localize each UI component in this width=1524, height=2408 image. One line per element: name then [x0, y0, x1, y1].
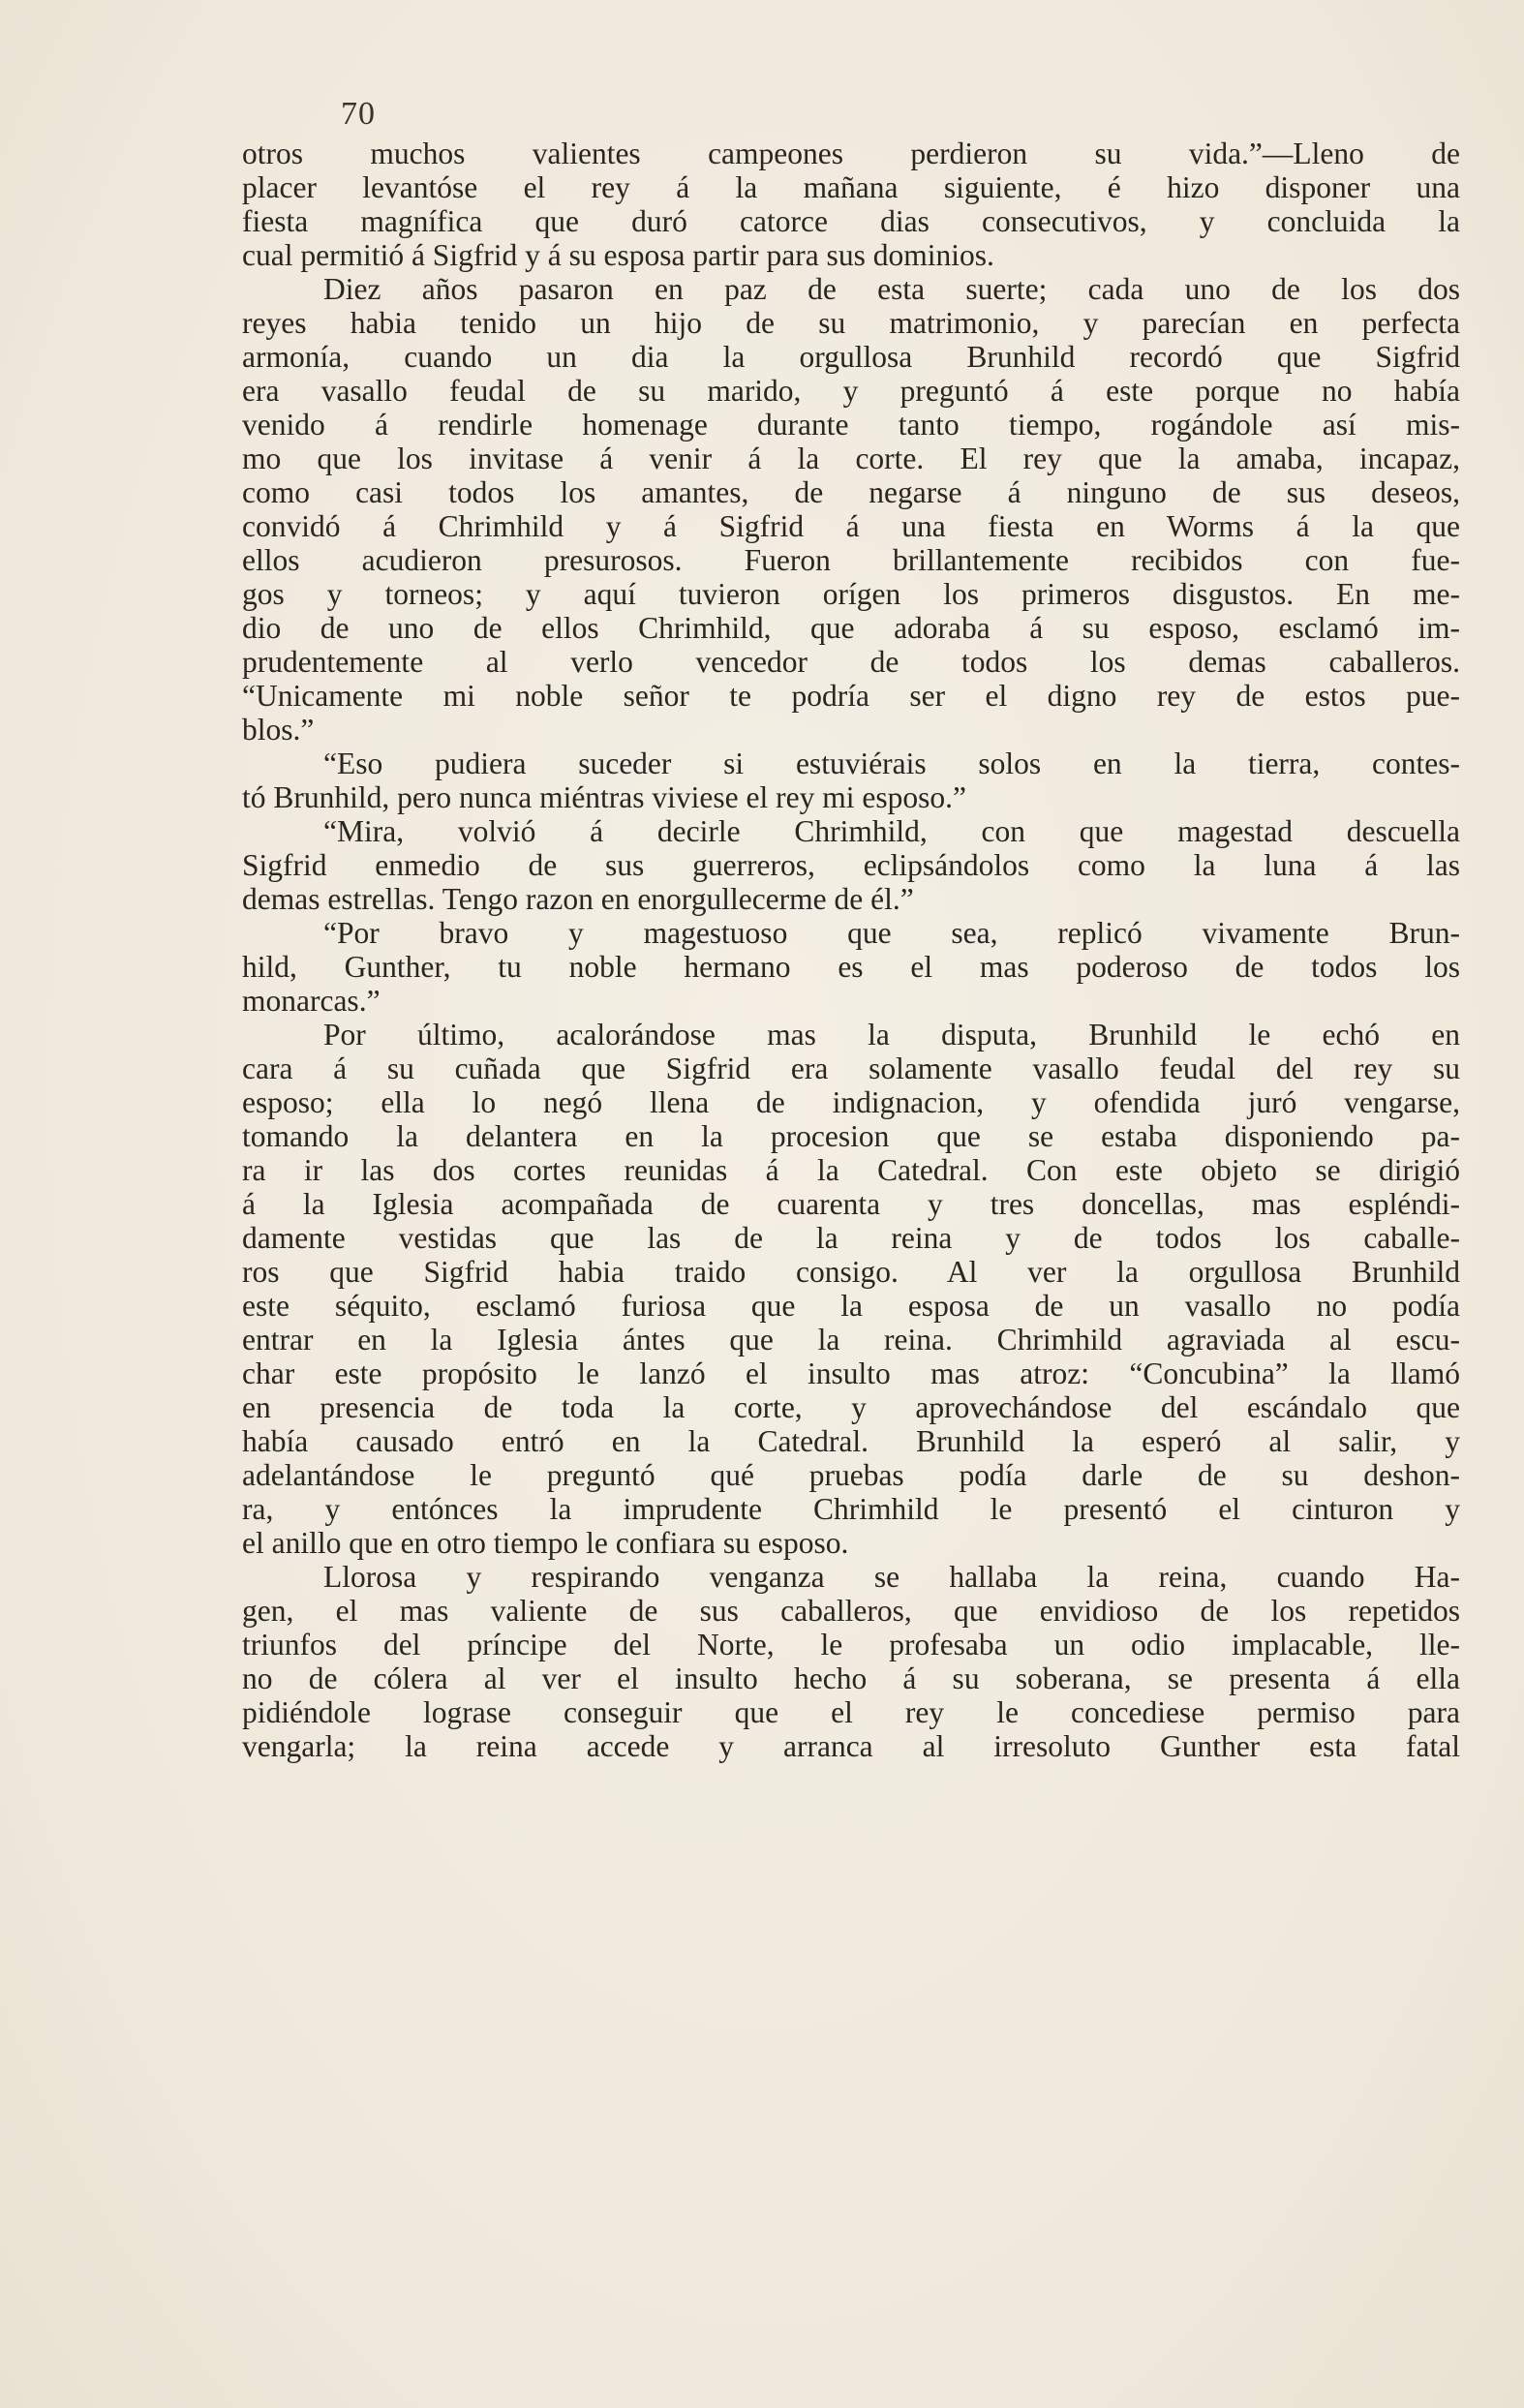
- text-line: monarcas.”: [242, 984, 381, 1018]
- text-line: hild, Gunther, tu noble hermano es el mas poderoso de todos los: [242, 950, 1460, 984]
- text-line: había causado entró en la Catedral. Brunhild la esperó al salir, y: [242, 1424, 1460, 1458]
- text-line: placer levantóse el rey á la mañana siguiente, é hizo disponer una: [242, 170, 1460, 204]
- text-line: en presencia de toda la corte, y aprovechándose del escándalo que: [242, 1390, 1460, 1424]
- text-line: Llorosa y respirando venganza se hallaba la reina, cuando Ha-: [323, 1560, 1460, 1594]
- text-line: gos y torneos; y aquí tuvieron orígen los primeros disgustos. En me-: [242, 577, 1460, 611]
- text-line: Por último, acalorándose mas la disputa, Brunhild le echó en: [323, 1018, 1460, 1052]
- text-line: adelantándose le preguntó qué pruebas podía darle de su deshon-: [242, 1458, 1460, 1492]
- text-line: como casi todos los amantes, de negarse á ninguno de sus deseos,: [242, 475, 1460, 509]
- text-line: no de cólera al ver el insulto hecho á su soberana, se presenta á ella: [242, 1661, 1460, 1695]
- text-line: “Por bravo y magestuoso que sea, replicó vivamente Brun-: [323, 916, 1460, 950]
- text-line: pidiéndole lograse conseguir que el rey le concediese permiso para: [242, 1695, 1460, 1729]
- text-line: damente vestidas que las de la reina y de todos los caballe-: [242, 1221, 1460, 1255]
- text-line: fiesta magnífica que duró catorce dias consecutivos, y concluida la: [242, 204, 1460, 238]
- text-line: “Eso pudiera suceder si estuviérais solos en la tierra, contes-: [323, 747, 1460, 780]
- text-line: armonía, cuando un dia la orgullosa Brunhild recordó que Sigfrid: [242, 340, 1460, 374]
- text-line: “Mira, volvió á decirle Chrimhild, con que magestad descuella: [323, 814, 1460, 848]
- text-line: ra, y entónces la imprudente Chrimhild le presentó el cinturon y: [242, 1492, 1460, 1526]
- text-line: vengarla; la reina accede y arranca al irresoluto Gunther esta fatal: [242, 1729, 1460, 1763]
- text-line: triunfos del príncipe del Norte, le profesaba un odio implacable, lle-: [242, 1628, 1460, 1661]
- text-line: “Unicamente mi noble señor te podría ser el digno rey de estos pue-: [242, 679, 1460, 713]
- text-line: gen, el mas valiente de sus caballeros, que envidioso de los repetidos: [242, 1594, 1460, 1628]
- text-line: reyes habia tenido un hijo de su matrimonio, y parecían en perfecta: [242, 306, 1460, 340]
- text-line: este séquito, esclamó furiosa que la esposa de un vasallo no podía: [242, 1289, 1460, 1323]
- text-line: blos.”: [242, 713, 315, 747]
- text-line: ros que Sigfrid habia traido consigo. Al ver la orgullosa Brunhild: [242, 1255, 1460, 1289]
- text-line: esposo; ella lo negó llena de indignacion, y ofendida juró vengarse,: [242, 1085, 1460, 1119]
- text-line: el anillo que en otro tiempo le confiara su esposo.: [242, 1526, 849, 1560]
- text-line: cual permitió á Sigfrid y á su esposa partir para sus dominios.: [242, 238, 994, 272]
- page-number: 70: [341, 96, 376, 132]
- text-line: Diez años pasaron en paz de esta suerte; cada uno de los dos: [323, 272, 1460, 306]
- text-line: prudentemente al verlo vencedor de todos los demas caballeros.: [242, 645, 1460, 679]
- body-text: [242, 137, 1460, 1763]
- text-line: mo que los invitase á venir á la corte. El rey que la amaba, incapaz,: [242, 442, 1460, 475]
- text-line: á la Iglesia acompañada de cuarenta y tres doncellas, mas espléndi-: [242, 1187, 1460, 1221]
- text-line: ra ir las dos cortes reunidas á la Catedral. Con este objeto se dirigió: [242, 1153, 1460, 1187]
- text-line: entrar en la Iglesia ántes que la reina. Chrimhild agraviada al escu-: [242, 1323, 1460, 1356]
- text-line: convidó á Chrimhild y á Sigfrid á una fiesta en Worms á la que: [242, 509, 1460, 543]
- text-line: ellos acudieron presurosos. Fueron brillantemente recibidos con fue-: [242, 543, 1460, 577]
- text-line: demas estrellas. Tengo razon en enorgullecerme de él.”: [242, 882, 914, 916]
- text-line: era vasallo feudal de su marido, y preguntó á este porque no había: [242, 374, 1460, 408]
- text-line: dio de uno de ellos Chrimhild, que adoraba á su esposo, esclamó im-: [242, 611, 1460, 645]
- text-line: cara á su cuñada que Sigfrid era solamente vasallo feudal del rey su: [242, 1052, 1460, 1085]
- text-line: otros muchos valientes campeones perdieron su vida.”—Lleno de: [242, 137, 1460, 170]
- text-line: tó Brunhild, pero nunca miéntras viviese el rey mi esposo.”: [242, 780, 966, 814]
- text-line: char este propósito le lanzó el insulto mas atroz: “Concubina” la llamó: [242, 1356, 1460, 1390]
- text-line: Sigfrid enmedio de sus guerreros, eclipsándolos como la luna á las: [242, 848, 1460, 882]
- text-line: venido á rendirle homenage durante tanto tiempo, rogándole así mis-: [242, 408, 1460, 442]
- text-line: tomando la delantera en la procesion que se estaba disponiendo pa-: [242, 1119, 1460, 1153]
